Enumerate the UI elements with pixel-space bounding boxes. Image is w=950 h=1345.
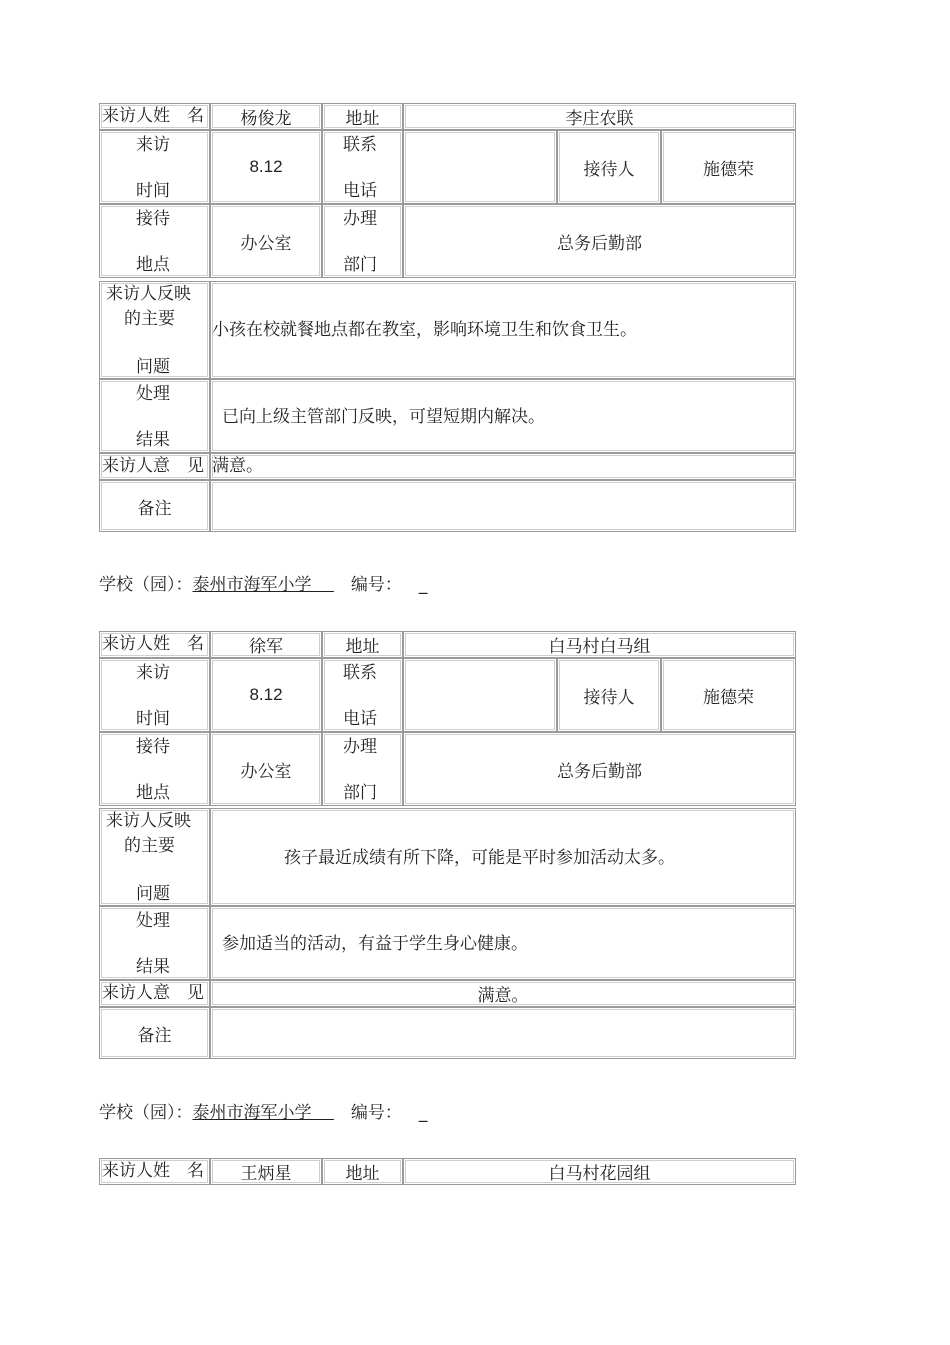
dept-label-line1: 办理 bbox=[343, 209, 377, 229]
result-label-line2: 结果 bbox=[136, 957, 170, 977]
dept-cell bbox=[403, 204, 796, 278]
visit-time-cell bbox=[210, 130, 322, 204]
visitor-name: 王炳星 bbox=[240, 1164, 292, 1184]
issue-cell bbox=[210, 281, 796, 379]
opinion-label: 来访人意 见 bbox=[102, 456, 204, 476]
dept-label-line1: 办理 bbox=[343, 737, 377, 757]
opinion-text: 满意。 bbox=[212, 456, 263, 476]
phone-label-line2: 电话 bbox=[343, 709, 377, 729]
phone-label-cell bbox=[322, 130, 403, 204]
school-line-2 bbox=[99, 1098, 427, 1123]
phone-label-line1: 联系 bbox=[343, 135, 377, 155]
number-label: 编号： bbox=[350, 1103, 402, 1123]
receiver-value: 施德荣 bbox=[703, 159, 754, 180]
remark-cell bbox=[210, 480, 796, 532]
address-cell bbox=[403, 103, 796, 130]
result-label-cell bbox=[99, 379, 210, 453]
phone-label-line2: 电话 bbox=[343, 181, 377, 201]
address-label: 地址 bbox=[345, 109, 380, 129]
visitor-name-cell bbox=[210, 103, 322, 130]
dept-label-cell bbox=[322, 204, 403, 278]
address-cell bbox=[403, 1158, 796, 1185]
dept-label-line2: 部门 bbox=[343, 255, 377, 275]
opinion-cell bbox=[210, 980, 796, 1007]
visit-time-label-line2: 时间 bbox=[136, 709, 170, 729]
place-cell bbox=[210, 204, 322, 278]
visitor-name-label-cell bbox=[99, 103, 210, 130]
opinion-text: 满意。 bbox=[477, 986, 529, 1006]
visitor-name: 徐军 bbox=[249, 637, 283, 657]
number-label: 编号： bbox=[350, 575, 402, 595]
visitor-name-label: 来访人姓 名 bbox=[102, 106, 204, 126]
school-name: 泰州市海军小学 bbox=[192, 575, 312, 595]
place-value: 办公室 bbox=[240, 233, 292, 254]
visit-time-label-cell bbox=[99, 658, 210, 732]
place-value: 办公室 bbox=[240, 761, 292, 782]
address-label-cell bbox=[322, 1158, 403, 1185]
phone-label-line1: 联系 bbox=[343, 663, 377, 683]
result-label-cell bbox=[99, 906, 210, 980]
visit-time-value: 8.12 bbox=[249, 157, 283, 176]
address-value: 李庄农联 bbox=[565, 109, 634, 129]
phone-label-cell bbox=[322, 658, 403, 732]
remark-label: 备注 bbox=[137, 498, 172, 519]
place-label-line2: 地点 bbox=[136, 783, 170, 803]
phone-cell bbox=[403, 658, 557, 732]
address-cell bbox=[403, 631, 796, 658]
dept-value: 总务后勤部 bbox=[557, 761, 642, 782]
issue-label-cell bbox=[99, 808, 210, 906]
address-label-cell bbox=[322, 103, 403, 130]
remark-label: 备注 bbox=[137, 1025, 172, 1046]
issue-label-line1: 来访人反映 bbox=[106, 284, 191, 304]
school-name: 泰州市海军小学 bbox=[192, 1103, 312, 1123]
receiver-cell bbox=[661, 130, 796, 204]
issue-label-line3: 问题 bbox=[136, 357, 170, 377]
result-label-line1: 处理 bbox=[136, 911, 170, 931]
address-value: 白马村花园组 bbox=[548, 1164, 651, 1184]
receiver-label: 接待人 bbox=[583, 159, 635, 180]
issue-label-cell bbox=[99, 281, 210, 379]
receiver-label: 接待人 bbox=[583, 687, 635, 708]
receiver-value: 施德荣 bbox=[703, 687, 754, 708]
issue-label-line3: 问题 bbox=[136, 884, 170, 904]
visitor-name-label: 来访人姓 名 bbox=[102, 1161, 204, 1181]
receiver-cell bbox=[661, 658, 796, 732]
remark-label-cell bbox=[99, 1007, 210, 1059]
place-label-line1: 接待 bbox=[136, 209, 170, 229]
opinion-label-cell bbox=[99, 980, 210, 1007]
visit-time-label-line1: 来访 bbox=[136, 135, 170, 155]
place-label-line2: 地点 bbox=[136, 255, 170, 275]
result-label-line2: 结果 bbox=[136, 430, 170, 450]
issue-text: 小孩在校就餐地点都在教室，影响环境卫生和饮食卫生。 bbox=[212, 320, 637, 340]
result-cell bbox=[210, 906, 796, 980]
visitor-name-cell bbox=[210, 631, 322, 658]
opinion-label-cell bbox=[99, 453, 210, 480]
place-label-cell bbox=[99, 732, 210, 806]
address-label: 地址 bbox=[345, 1164, 380, 1184]
remark-label-cell bbox=[99, 480, 210, 532]
address-label-cell bbox=[322, 631, 403, 658]
address-value: 白马村白马组 bbox=[548, 637, 651, 657]
place-cell bbox=[210, 732, 322, 806]
number-blank: _ bbox=[418, 1103, 428, 1123]
school-line-1 bbox=[99, 570, 427, 595]
school-prefix: 学校（园）： bbox=[99, 1103, 193, 1123]
remark-cell bbox=[210, 1007, 796, 1059]
visitor-name-label: 来访人姓 名 bbox=[102, 634, 204, 654]
dept-label-cell bbox=[322, 732, 403, 806]
receiver-label-cell bbox=[557, 130, 661, 204]
issue-label-line2: 的主要 bbox=[124, 836, 175, 856]
result-cell bbox=[210, 379, 796, 453]
visitor-name-label-cell bbox=[99, 1158, 210, 1185]
phone-cell bbox=[403, 130, 557, 204]
opinion-label: 来访人意 见 bbox=[102, 983, 204, 1003]
visit-time-label-cell bbox=[99, 130, 210, 204]
visit-time-label-line2: 时间 bbox=[136, 181, 170, 201]
visit-time-cell bbox=[210, 658, 322, 732]
place-label-cell bbox=[99, 204, 210, 278]
school-prefix: 学校（园）： bbox=[99, 575, 193, 595]
result-text: 已向上级主管部门反映，可望短期内解决。 bbox=[222, 407, 545, 427]
place-label-line1: 接待 bbox=[136, 737, 170, 757]
visit-time-label-line1: 来访 bbox=[136, 663, 170, 683]
opinion-cell bbox=[210, 453, 796, 480]
dept-value: 总务后勤部 bbox=[557, 233, 642, 254]
address-label: 地址 bbox=[345, 637, 380, 657]
visitor-name: 杨俊龙 bbox=[240, 109, 292, 129]
dept-label-line2: 部门 bbox=[343, 783, 377, 803]
receiver-label-cell bbox=[557, 658, 661, 732]
issue-cell bbox=[210, 808, 796, 906]
issue-label-line2: 的主要 bbox=[124, 309, 175, 329]
dept-cell bbox=[403, 732, 796, 806]
issue-text: 孩子最近成绩有所下降，可能是平时参加活动太多。 bbox=[284, 848, 675, 868]
result-label-line1: 处理 bbox=[136, 384, 170, 404]
visit-time-value: 8.12 bbox=[249, 685, 283, 704]
visitor-name-label-cell bbox=[99, 631, 210, 658]
result-text: 参加适当的活动，有益于学生身心健康。 bbox=[222, 934, 528, 954]
issue-label-line1: 来访人反映 bbox=[106, 811, 191, 831]
number-blank: _ bbox=[418, 575, 428, 595]
visitor-name-cell bbox=[210, 1158, 322, 1185]
